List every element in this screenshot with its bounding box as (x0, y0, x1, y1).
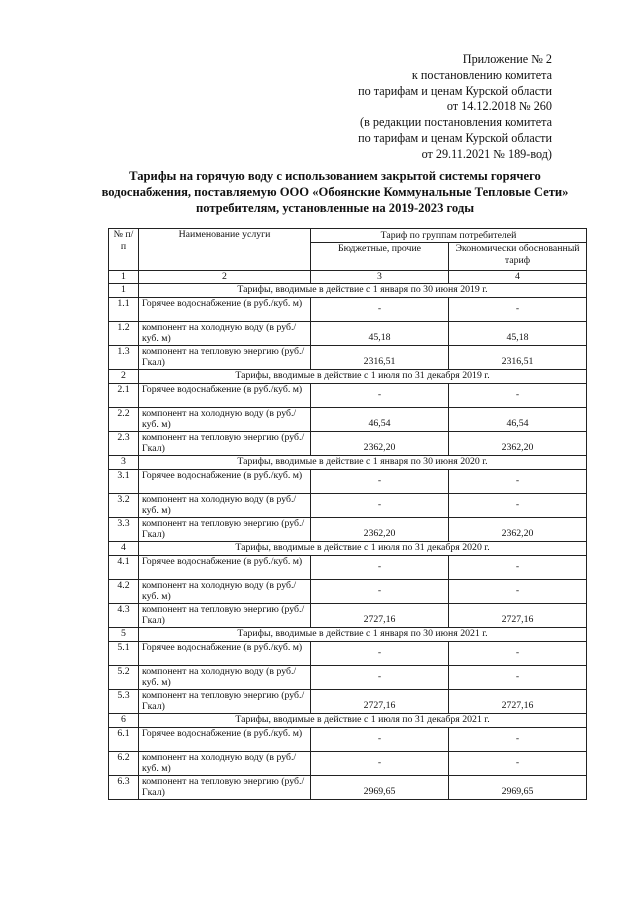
row-number: 6.2 (109, 751, 139, 775)
row-number: 3.2 (109, 493, 139, 517)
budget-tariff-value: - (311, 579, 449, 603)
tariff-table (108, 228, 587, 800)
header-economic-column: Экономически обоснованный тариф (449, 243, 587, 271)
appendix-line: по тарифам и ценам Курской области (358, 83, 552, 98)
service-name: Горячее водоснабжение (в руб./куб. м) (139, 641, 311, 665)
service-name: компонент на холодную воду (в руб./куб. м) (139, 579, 311, 603)
service-name: компонент на холодную воду (в руб./куб. м) (139, 493, 311, 517)
budget-tariff-value: - (311, 665, 449, 689)
economic-tariff-value: 2727,16 (449, 603, 587, 627)
table-row (109, 493, 587, 517)
economic-tariff-value: 2316,51 (449, 345, 587, 369)
table-row (109, 727, 587, 751)
header-tariff-groups: Тариф по группам потребителей (311, 229, 587, 243)
table-row (109, 641, 587, 665)
column-number: 2 (139, 271, 311, 284)
appendix-line: от 29.11.2021 № 189-вод) (421, 146, 552, 161)
budget-tariff-value: - (311, 297, 449, 321)
service-name: компонент на тепловую энергию (руб./Гкал) (139, 603, 311, 627)
budget-tariff-value: - (311, 469, 449, 493)
economic-tariff-value: 45,18 (449, 321, 587, 345)
section-header-row (109, 627, 587, 641)
service-name: компонент на тепловую энергию (руб./Гкал) (139, 431, 311, 455)
section-header-row (109, 713, 587, 727)
appendix-line: к постановлению комитета (411, 67, 552, 82)
column-number-row (109, 271, 587, 284)
document-title (70, 168, 600, 216)
column-number: 4 (449, 271, 587, 284)
table-row (109, 517, 587, 541)
budget-tariff-value: 45,18 (311, 321, 449, 345)
section-number: 6 (109, 713, 139, 727)
economic-tariff-value: 2969,65 (449, 775, 587, 799)
economic-tariff-value: - (449, 579, 587, 603)
title-line: Тарифы на горячую воду с использованием закрытой системы горячего (129, 169, 541, 183)
service-name: Горячее водоснабжение (в руб./куб. м) (139, 297, 311, 321)
section-number: 4 (109, 541, 139, 555)
header-budget-column: Бюджетные, прочие (311, 243, 449, 271)
budget-tariff-value: 46,54 (311, 407, 449, 431)
budget-tariff-value: 2362,20 (311, 431, 449, 455)
budget-tariff-value: 2969,65 (311, 775, 449, 799)
budget-tariff-value: 2727,16 (311, 603, 449, 627)
section-title: Тарифы, вводимые в действие с 1 января по 30 июня 2021 г. (139, 627, 587, 641)
budget-tariff-value: 2362,20 (311, 517, 449, 541)
service-name: компонент на холодную воду (в руб./куб. м) (139, 321, 311, 345)
section-title: Тарифы, вводимые в действие с 1 января по 30 июня 2019 г. (139, 283, 587, 297)
row-number: 5.3 (109, 689, 139, 713)
appendix-line: от 14.12.2018 № 260 (446, 99, 552, 114)
table-row (109, 775, 587, 799)
section-title: Тарифы, вводимые в действие с 1 января по 30 июня 2020 г. (139, 455, 587, 469)
budget-tariff-value: - (311, 751, 449, 775)
economic-tariff-value: - (449, 493, 587, 517)
table-row (109, 603, 587, 627)
row-number: 5.2 (109, 665, 139, 689)
table-row (109, 297, 587, 321)
budget-tariff-value: 2316,51 (311, 345, 449, 369)
column-number: 3 (311, 271, 449, 284)
economic-tariff-value: - (449, 469, 587, 493)
economic-tariff-value: 2362,20 (449, 431, 587, 455)
service-name: компонент на холодную воду (в руб./куб. м) (139, 407, 311, 431)
row-number: 1.1 (109, 297, 139, 321)
budget-tariff-value: - (311, 383, 449, 407)
table-row (109, 431, 587, 455)
title-line: водоснабжения, поставляемую ООО «Обоянские Коммунальные Тепловые Сети» (101, 185, 569, 199)
economic-tariff-value: - (449, 641, 587, 665)
row-number: 6.1 (109, 727, 139, 751)
service-name: компонент на холодную воду (в руб./куб. м) (139, 751, 311, 775)
row-number: 1.2 (109, 321, 139, 345)
economic-tariff-value: 2727,16 (449, 689, 587, 713)
appendix-line: (в редакции постановления комитета (360, 115, 552, 130)
section-number: 5 (109, 627, 139, 641)
section-title: Тарифы, вводимые в действие с 1 июля по 31 декабря 2021 г. (139, 713, 587, 727)
table-row (109, 469, 587, 493)
column-number: 1 (109, 271, 139, 284)
service-name: Горячее водоснабжение (в руб./куб. м) (139, 555, 311, 579)
section-number: 3 (109, 455, 139, 469)
header-service-name: Наименование услуги (139, 229, 311, 271)
appendix-line: по тарифам и ценам Курской области (358, 130, 552, 145)
table-row (109, 665, 587, 689)
economic-tariff-value: - (449, 751, 587, 775)
row-number: 2.2 (109, 407, 139, 431)
row-number: 1.3 (109, 345, 139, 369)
appendix-line: Приложение № 2 (462, 52, 552, 66)
table-row (109, 345, 587, 369)
service-name: компонент на тепловую энергию (руб./Гкал) (139, 517, 311, 541)
economic-tariff-value: 46,54 (449, 407, 587, 431)
table-row (109, 689, 587, 713)
economic-tariff-value: 2362,20 (449, 517, 587, 541)
service-name: Горячее водоснабжение (в руб./куб. м) (139, 469, 311, 493)
row-number: 6.3 (109, 775, 139, 799)
row-number: 4.3 (109, 603, 139, 627)
row-number: 4.1 (109, 555, 139, 579)
budget-tariff-value: - (311, 727, 449, 751)
appendix-block (358, 52, 552, 163)
section-number: 2 (109, 369, 139, 383)
economic-tariff-value: - (449, 383, 587, 407)
service-name: Горячее водоснабжение (в руб./куб. м) (139, 383, 311, 407)
economic-tariff-value: - (449, 665, 587, 689)
table-body (109, 283, 587, 799)
service-name: компонент на тепловую энергию (руб./Гкал) (139, 689, 311, 713)
section-header-row (109, 541, 587, 555)
section-header-row (109, 369, 587, 383)
row-number: 2.3 (109, 431, 139, 455)
title-line: потребителям, установленные на 2019-2023 годы (195, 201, 475, 215)
table-row (109, 579, 587, 603)
section-header-row (109, 455, 587, 469)
economic-tariff-value: - (449, 555, 587, 579)
table-row (109, 321, 587, 345)
service-name: компонент на холодную воду (в руб./куб. м) (139, 665, 311, 689)
table-row (109, 751, 587, 775)
budget-tariff-value: 2727,16 (311, 689, 449, 713)
header-number: № п/п (109, 229, 139, 271)
section-title: Тарифы, вводимые в действие с 1 июля по 31 декабря 2019 г. (139, 369, 587, 383)
budget-tariff-value: - (311, 641, 449, 665)
budget-tariff-value: - (311, 493, 449, 517)
row-number: 5.1 (109, 641, 139, 665)
budget-tariff-value: - (311, 555, 449, 579)
economic-tariff-value: - (449, 297, 587, 321)
row-number: 3.3 (109, 517, 139, 541)
service-name: Горячее водоснабжение (в руб./куб. м) (139, 727, 311, 751)
section-number: 1 (109, 283, 139, 297)
service-name: компонент на тепловую энергию (руб./Гкал) (139, 775, 311, 799)
section-header-row (109, 283, 587, 297)
service-name: компонент на тепловую энергию (руб./Гкал) (139, 345, 311, 369)
row-number: 2.1 (109, 383, 139, 407)
table-row (109, 555, 587, 579)
economic-tariff-value: - (449, 727, 587, 751)
row-number: 4.2 (109, 579, 139, 603)
row-number: 3.1 (109, 469, 139, 493)
section-title: Тарифы, вводимые в действие с 1 июля по 31 декабря 2020 г. (139, 541, 587, 555)
table-row (109, 383, 587, 407)
table-row (109, 407, 587, 431)
